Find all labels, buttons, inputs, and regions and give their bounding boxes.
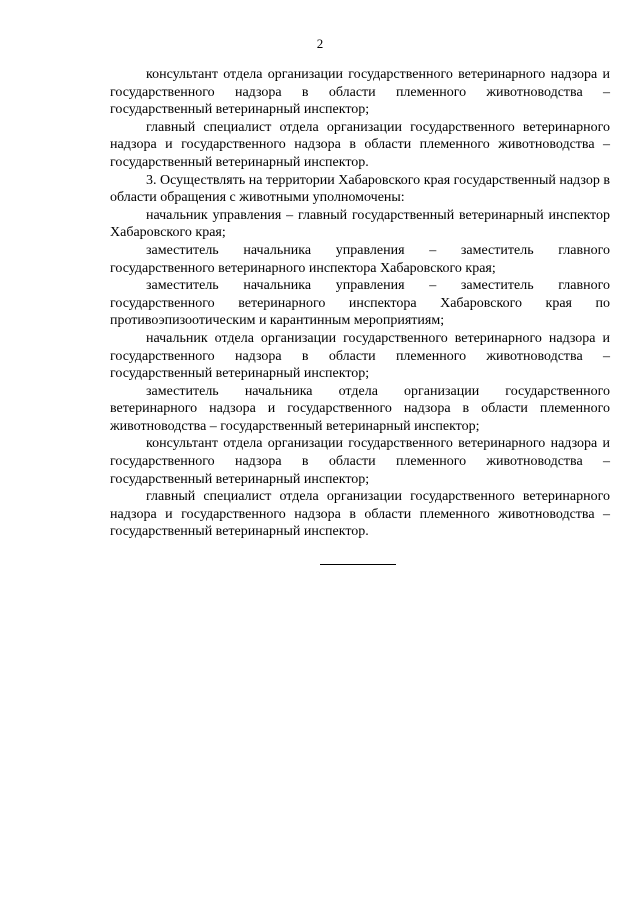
- paragraph: начальник управления – главный государственный ветеринарный инспектор Хабаровского края;: [110, 207, 610, 241]
- paragraph: заместитель начальника отдела организации государственного ветеринарного надзора и государственного надзора в области племенного животноводства – государственный ветеринарный инспектор;: [110, 383, 610, 434]
- end-divider-line: [320, 564, 396, 565]
- page-number: 2: [316, 36, 324, 51]
- paragraph: начальник отдела организации государственного ветеринарного надзора и государственного надзора в области племенного животноводства – государственный ветеринарный инспектор;: [110, 330, 610, 382]
- paragraph: консультант отдела организации государственного ветеринарного надзора и государственного надзора в области племенного животноводства – государственный ветеринарный инспектор;: [110, 67, 610, 118]
- paragraph: заместитель начальника управления – заместитель главного государственного ветеринарного инспектора Хабаровского края;: [110, 242, 610, 276]
- paragraph: заместитель начальника управления – заместитель главного государственного ветеринарного инспектора Хабаровского края по противоэпизоотическим и карантинным мероприятиям;: [110, 278, 610, 329]
- paragraph: главный специалист отдела организации государственного ветеринарного надзора и государственного надзора в области племенного животноводства – государственный ветеринарный инспектор.: [110, 489, 610, 540]
- document-body: [110, 66, 610, 541]
- paragraph: консультант отдела организации государственного ветеринарного надзора и государственного надзора в области племенного животноводства – государственный ветеринарный инспектор;: [110, 436, 610, 487]
- paragraph: главный специалист отдела организации государственного ветеринарного надзора и государственного надзора в области племенного животноводства – государственный ветеринарный инспектор.: [110, 119, 610, 170]
- paragraph: 3. Осуществлять на территории Хабаровского края государственный надзор в области обращения с животными уполномочены:: [110, 172, 610, 206]
